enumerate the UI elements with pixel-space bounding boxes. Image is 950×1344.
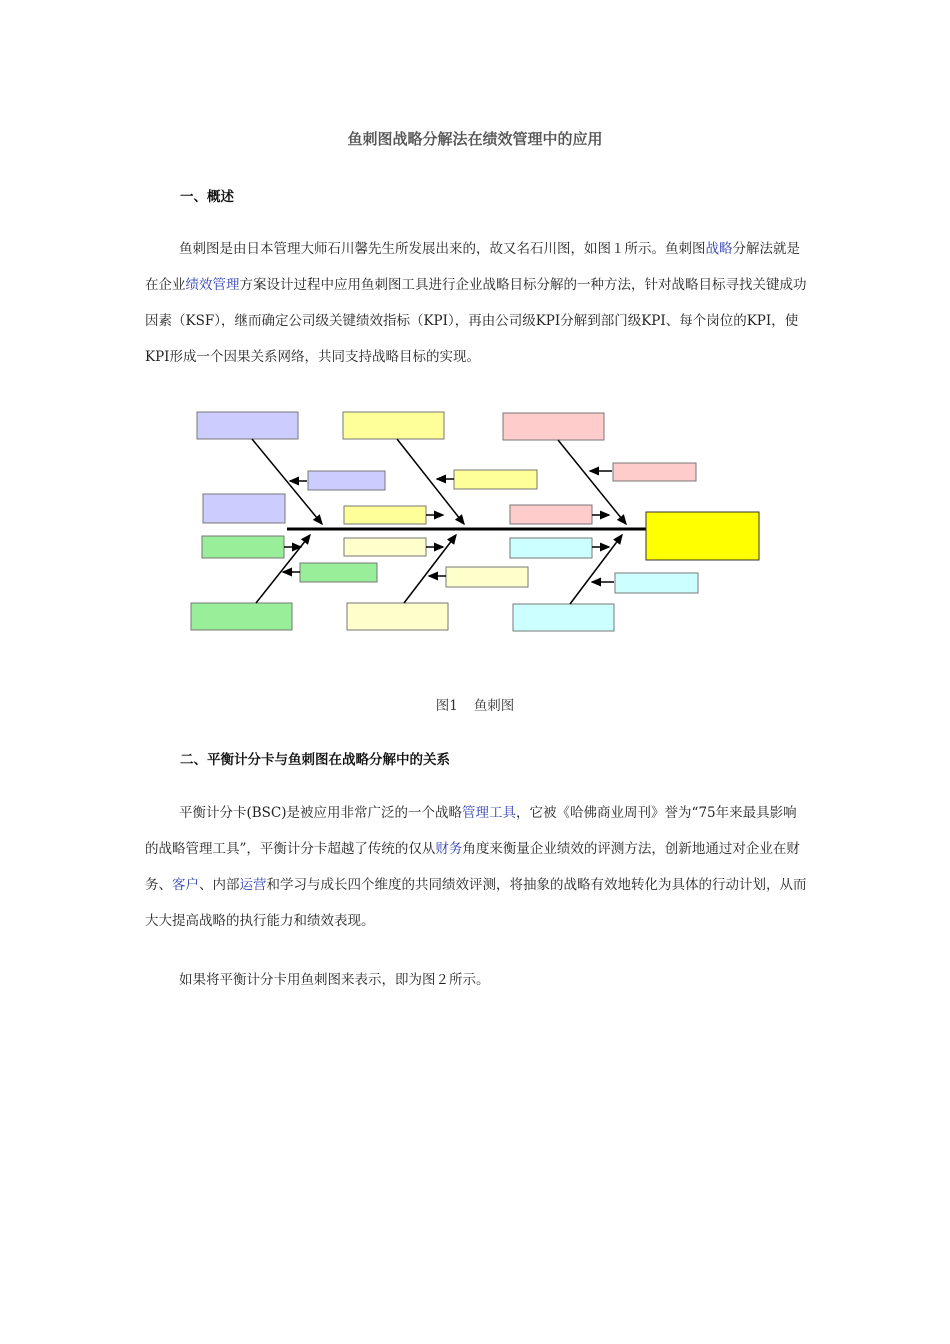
section-heading-bsc: 二、平衡计分卡与鱼刺图在战略分解中的关系 — [180, 752, 450, 768]
link-customer[interactable]: 客户 — [172, 877, 199, 893]
paragraph-text: 和学习与成长四个维度的共同绩效评测，将抽象的战略有效地转化为具体的行动计划，从而大大提高战略的执行能力和绩效表现。 — [145, 877, 807, 929]
link-operations[interactable]: 运营 — [239, 877, 267, 893]
paragraph-text: 平衡计分卡(BSC)是被应用非常广泛的一个战略 — [179, 805, 463, 821]
factor-box-6 — [446, 567, 528, 587]
factor-box-3 — [344, 506, 426, 524]
factor-box-1 — [308, 471, 385, 490]
category-box-top-3 — [503, 413, 604, 440]
factor-box-left-2 — [202, 536, 284, 558]
category-box-bottom-3 — [513, 604, 614, 631]
figure-number: 图1 — [435, 698, 458, 714]
section-heading-overview: 一、概述 — [180, 189, 234, 205]
paragraph-figure2-intro: 如果将平衡计分卡用鱼刺图来表示，即为图２所示。 — [179, 972, 490, 988]
paragraph-text: 分解法就是在企业 — [145, 241, 800, 293]
category-box-top-1 — [197, 412, 298, 439]
factor-box-4 — [344, 538, 426, 556]
paragraph-text: 鱼刺图是由日本管理大师石川馨先生所发展出来的，故又名石川图，如图１所示。鱼刺图 — [179, 241, 706, 257]
factor-box-8 — [510, 538, 592, 558]
document-title: 鱼刺图战略分解法在绩效管理中的应用 — [347, 130, 603, 148]
factor-box-2 — [300, 563, 377, 582]
link-performance-management[interactable]: 绩效管理 — [185, 277, 240, 293]
factor-box-10 — [615, 573, 698, 593]
paragraph-text: 方案设计过程中应用鱼刺图工具进行企业战略目标分解的一种方法，针对战略目标寻找关键成功因素（KSF），继而确定公司级关键绩效指标（KPI），再由公司级KPI分解到部门级KPI、每个岗位的KPI，使KPI形成一个因果关系网络，共同支持战略目标的实现。 — [145, 277, 807, 365]
paragraph-text: 、内部 — [199, 877, 240, 893]
link-strategy[interactable]: 战略 — [705, 241, 733, 257]
category-box-bottom-2 — [347, 603, 448, 630]
link-finance[interactable]: 财务 — [435, 841, 463, 857]
factor-box-left-1 — [203, 494, 285, 523]
fishbone-head-box — [646, 512, 759, 560]
link-management-tools[interactable]: 管理工具 — [462, 805, 517, 821]
paragraph-text: 角度来衡量企业绩效的评测方法，创新地通过对企业在财务、 — [145, 841, 800, 893]
factor-box-9 — [613, 463, 696, 481]
category-box-bottom-1 — [191, 603, 292, 630]
category-box-top-2 — [343, 412, 444, 439]
figure-caption-text: 鱼刺图 — [473, 698, 515, 714]
figure-caption — [0, 694, 950, 714]
factor-box-5 — [454, 470, 537, 489]
factor-box-7 — [510, 505, 592, 524]
paragraph-text: ，它被《哈佛商业周刊》誉为“75年来最具影响的战略管理工具”，平衡计分卡超越了传统的仅从 — [145, 805, 797, 857]
paragraph-bsc — [145, 795, 807, 939]
